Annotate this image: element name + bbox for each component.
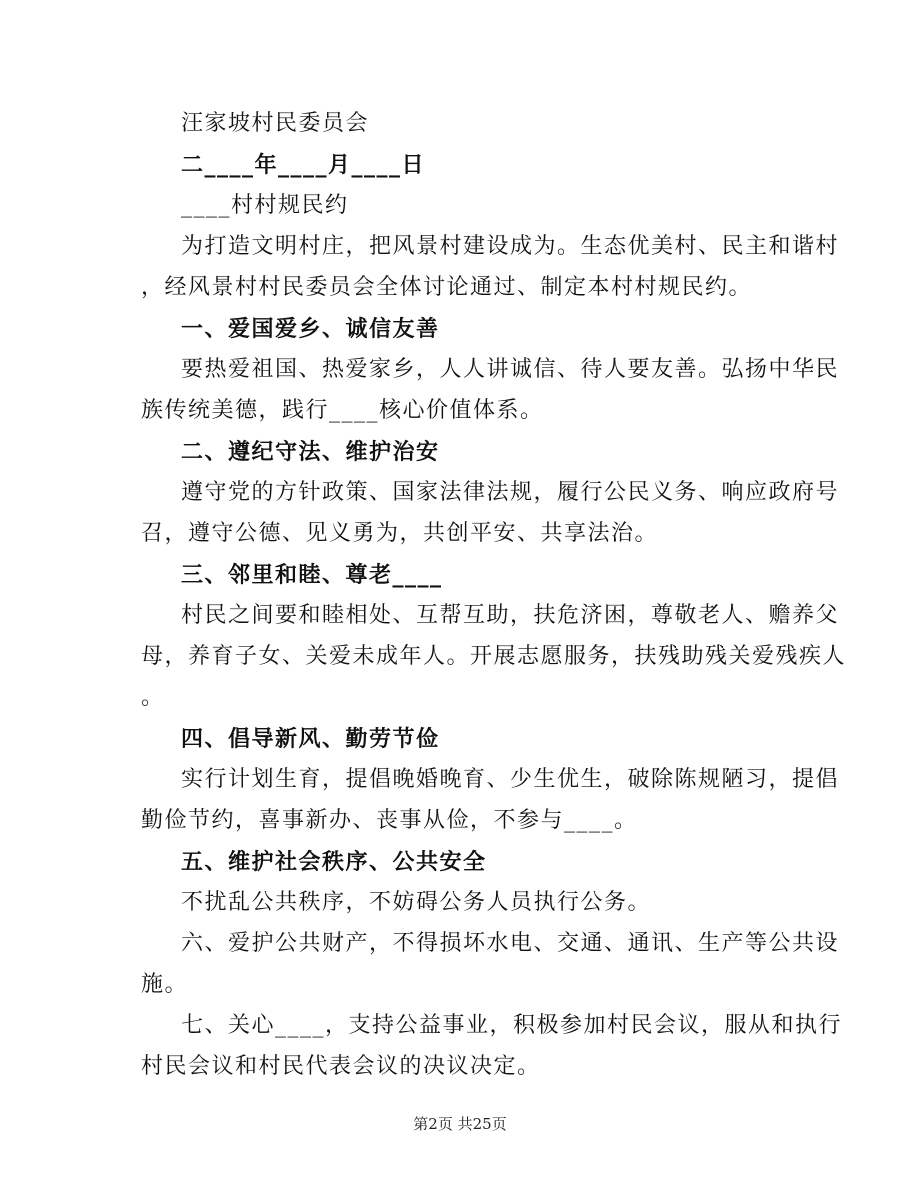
header-date: 二____年____月____日 bbox=[181, 152, 426, 178]
item-six-line: 施。 bbox=[141, 972, 189, 997]
section-body-line: 母，养育子女、关爱未成年人。开展志愿服务，扶残助残关爱残疾人 bbox=[141, 644, 847, 669]
section-heading: 四、倡导新风、勤劳节俭 bbox=[181, 726, 440, 752]
section-body-line: 遵守党的方针政策、国家法律法规，履行公民义务、响应政府号 bbox=[181, 480, 840, 505]
page-number-footer: 第2页 共25页 bbox=[413, 1115, 507, 1133]
section-heading: 三、邻里和睦、尊老____ bbox=[181, 562, 443, 588]
section-body-line: 召，遵守公德、见义勇为，共创平安、共享法治。 bbox=[141, 521, 659, 546]
item-six-line: 六、爱护公共财产，不得损坏水电、交通、通讯、生产等公共设 bbox=[181, 931, 840, 956]
section-body-line: 。 bbox=[141, 685, 165, 710]
section-body-line: 实行计划生育，提倡晚婚晚育、少生优生，破除陈规陋习，提倡 bbox=[181, 767, 840, 792]
section-body-line: 不扰乱公共秩序，不妨碍公务人员执行公务。 bbox=[181, 890, 652, 915]
item-seven-line: 七、关心____，支持公益事业，积极参加村民会议，服从和执行 bbox=[181, 1013, 843, 1038]
intro-paragraph-line: 为打造文明村庄，把风景村建设成为。生态优美村、民主和谐村 bbox=[181, 234, 840, 259]
section-heading: 二、遵纪守法、维护治安 bbox=[181, 439, 440, 465]
section-body-line: 村民之间要和睦相处、互帮互助，扶危济困，尊敬老人、赡养父 bbox=[181, 603, 840, 628]
section-body-line: 勤俭节约，喜事新办、丧事从俭，不参与____。 bbox=[141, 808, 638, 833]
header-organization: 汪家坡村民委员会 bbox=[181, 111, 370, 136]
intro-paragraph-line: ，经风景村村民委员会全体讨论通过、制定本村村规民约。 bbox=[141, 275, 753, 300]
section-body-line: 要热爱祖国、热爱家乡，人人讲诚信、待人要友善。弘扬中华民 bbox=[181, 357, 840, 382]
section-heading: 五、维护社会秩序、公共安全 bbox=[181, 849, 487, 875]
section-body-line: 族传统美德，践行____核心价值体系。 bbox=[141, 398, 544, 423]
document-title: ____村村规民约 bbox=[181, 193, 349, 218]
item-seven-line: 村民会议和村民代表会议的决议决定。 bbox=[141, 1054, 541, 1079]
section-heading: 一、爱国爱乡、诚信友善 bbox=[181, 316, 440, 342]
